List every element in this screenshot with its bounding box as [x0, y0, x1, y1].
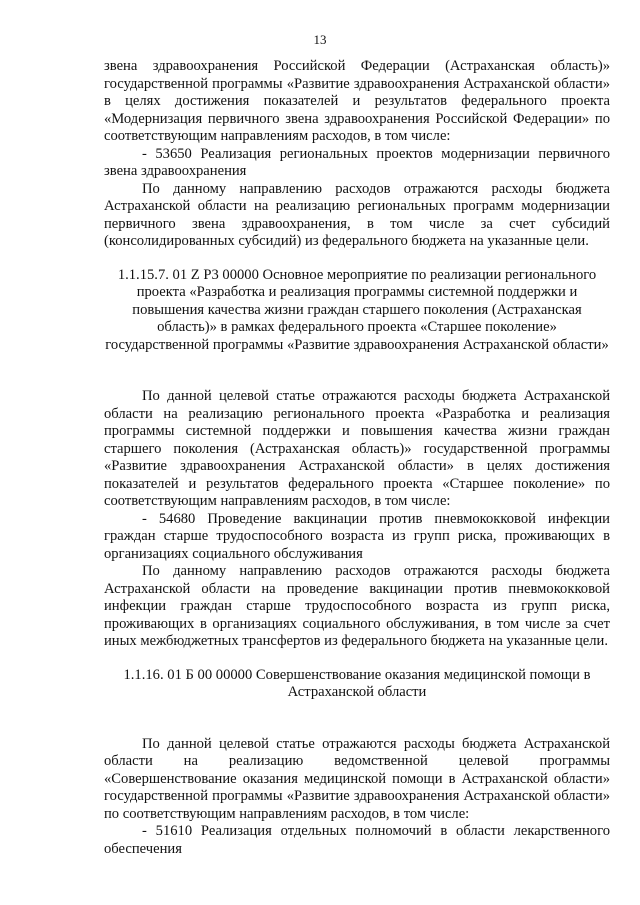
paragraph: По данной целевой статье отражаются расходы бюджета Астраханской области на реализацию ведомственной целевой программы «Совершенствование оказания медицинской помощи в Астраханской области» государственной программы «Развитие здравоохранения Астраханской области» по соответствующим направлениям расходов, в том числе: [104, 735, 610, 822]
section-heading: 1.1.15.7. 01 Z P3 00000 Основное мероприятие по реализации регионального проекта «Разработка и реализация программы системной поддержки и повышения качества жизни граждан старшего поколения (Астраханская область)» в рамках федерального проекта «Старшее поколение» государственной программы «Развитие здравоохранения Астраханской области» [105, 266, 609, 353]
list-item: - 51610 Реализация отдельных полномочий в области лекарственного обеспечения [104, 823, 610, 857]
list-item: - 53650 Реализация региональных проектов модернизации первичного звена здравоохранения [104, 145, 610, 179]
page-number: 13 [313, 32, 327, 47]
section-heading: 1.1.16. 01 Б 00 00000 Совершенствование оказания медицинской помощи в Астраханской области [123, 666, 591, 700]
paragraph: По данной целевой статье отражаются расходы бюджета Астраханской области на реализацию регионального проекта «Разработка и реализация программы системной поддержки и повышения качества жизни граждан старшего поколения (Астраханская область)» государственной программы «Развитие здравоохранения Астраханской области» в целях достижения показателей и результатов федерального проекта «Старшее поколение» по соответствующим направлениям расходов, в том числе: [104, 388, 610, 509]
paragraph: По данному направлению расходов отражаются расходы бюджета Астраханской области на реализацию региональных программ модернизации первичного звена здравоохранения, в том числе за счет субсидий (консолидированных субсидий) из федерального бюджета на указанные цели. [104, 180, 610, 249]
list-item: - 54680 Проведение вакцинации против пневмококковой инфекции граждан старше трудоспособного возраста из групп риска, проживающих в организациях социального обслуживания [104, 510, 610, 562]
paragraph-continuation: звена здравоохранения Российской Федерации (Астраханская область)» государственной программы «Развитие здравоохранения Астраханской области» в целях достижения показателей и результатов федерального проекта «Модернизация первичного звена здравоохранения Российской Федерации» по соответствующим направлениям расходов, в том числе: [104, 58, 610, 144]
document-body [104, 58, 610, 858]
paragraph: По данному направлению расходов отражаются расходы бюджета Астраханской области на проведение вакцинации против пневмококковой инфекции граждан старше трудоспособного возраста из групп риска, проживающих в организациях социального обслуживания, в том числе за счет иных межбюджетных трансфертов из федерального бюджета на указанные цели. [104, 563, 610, 649]
